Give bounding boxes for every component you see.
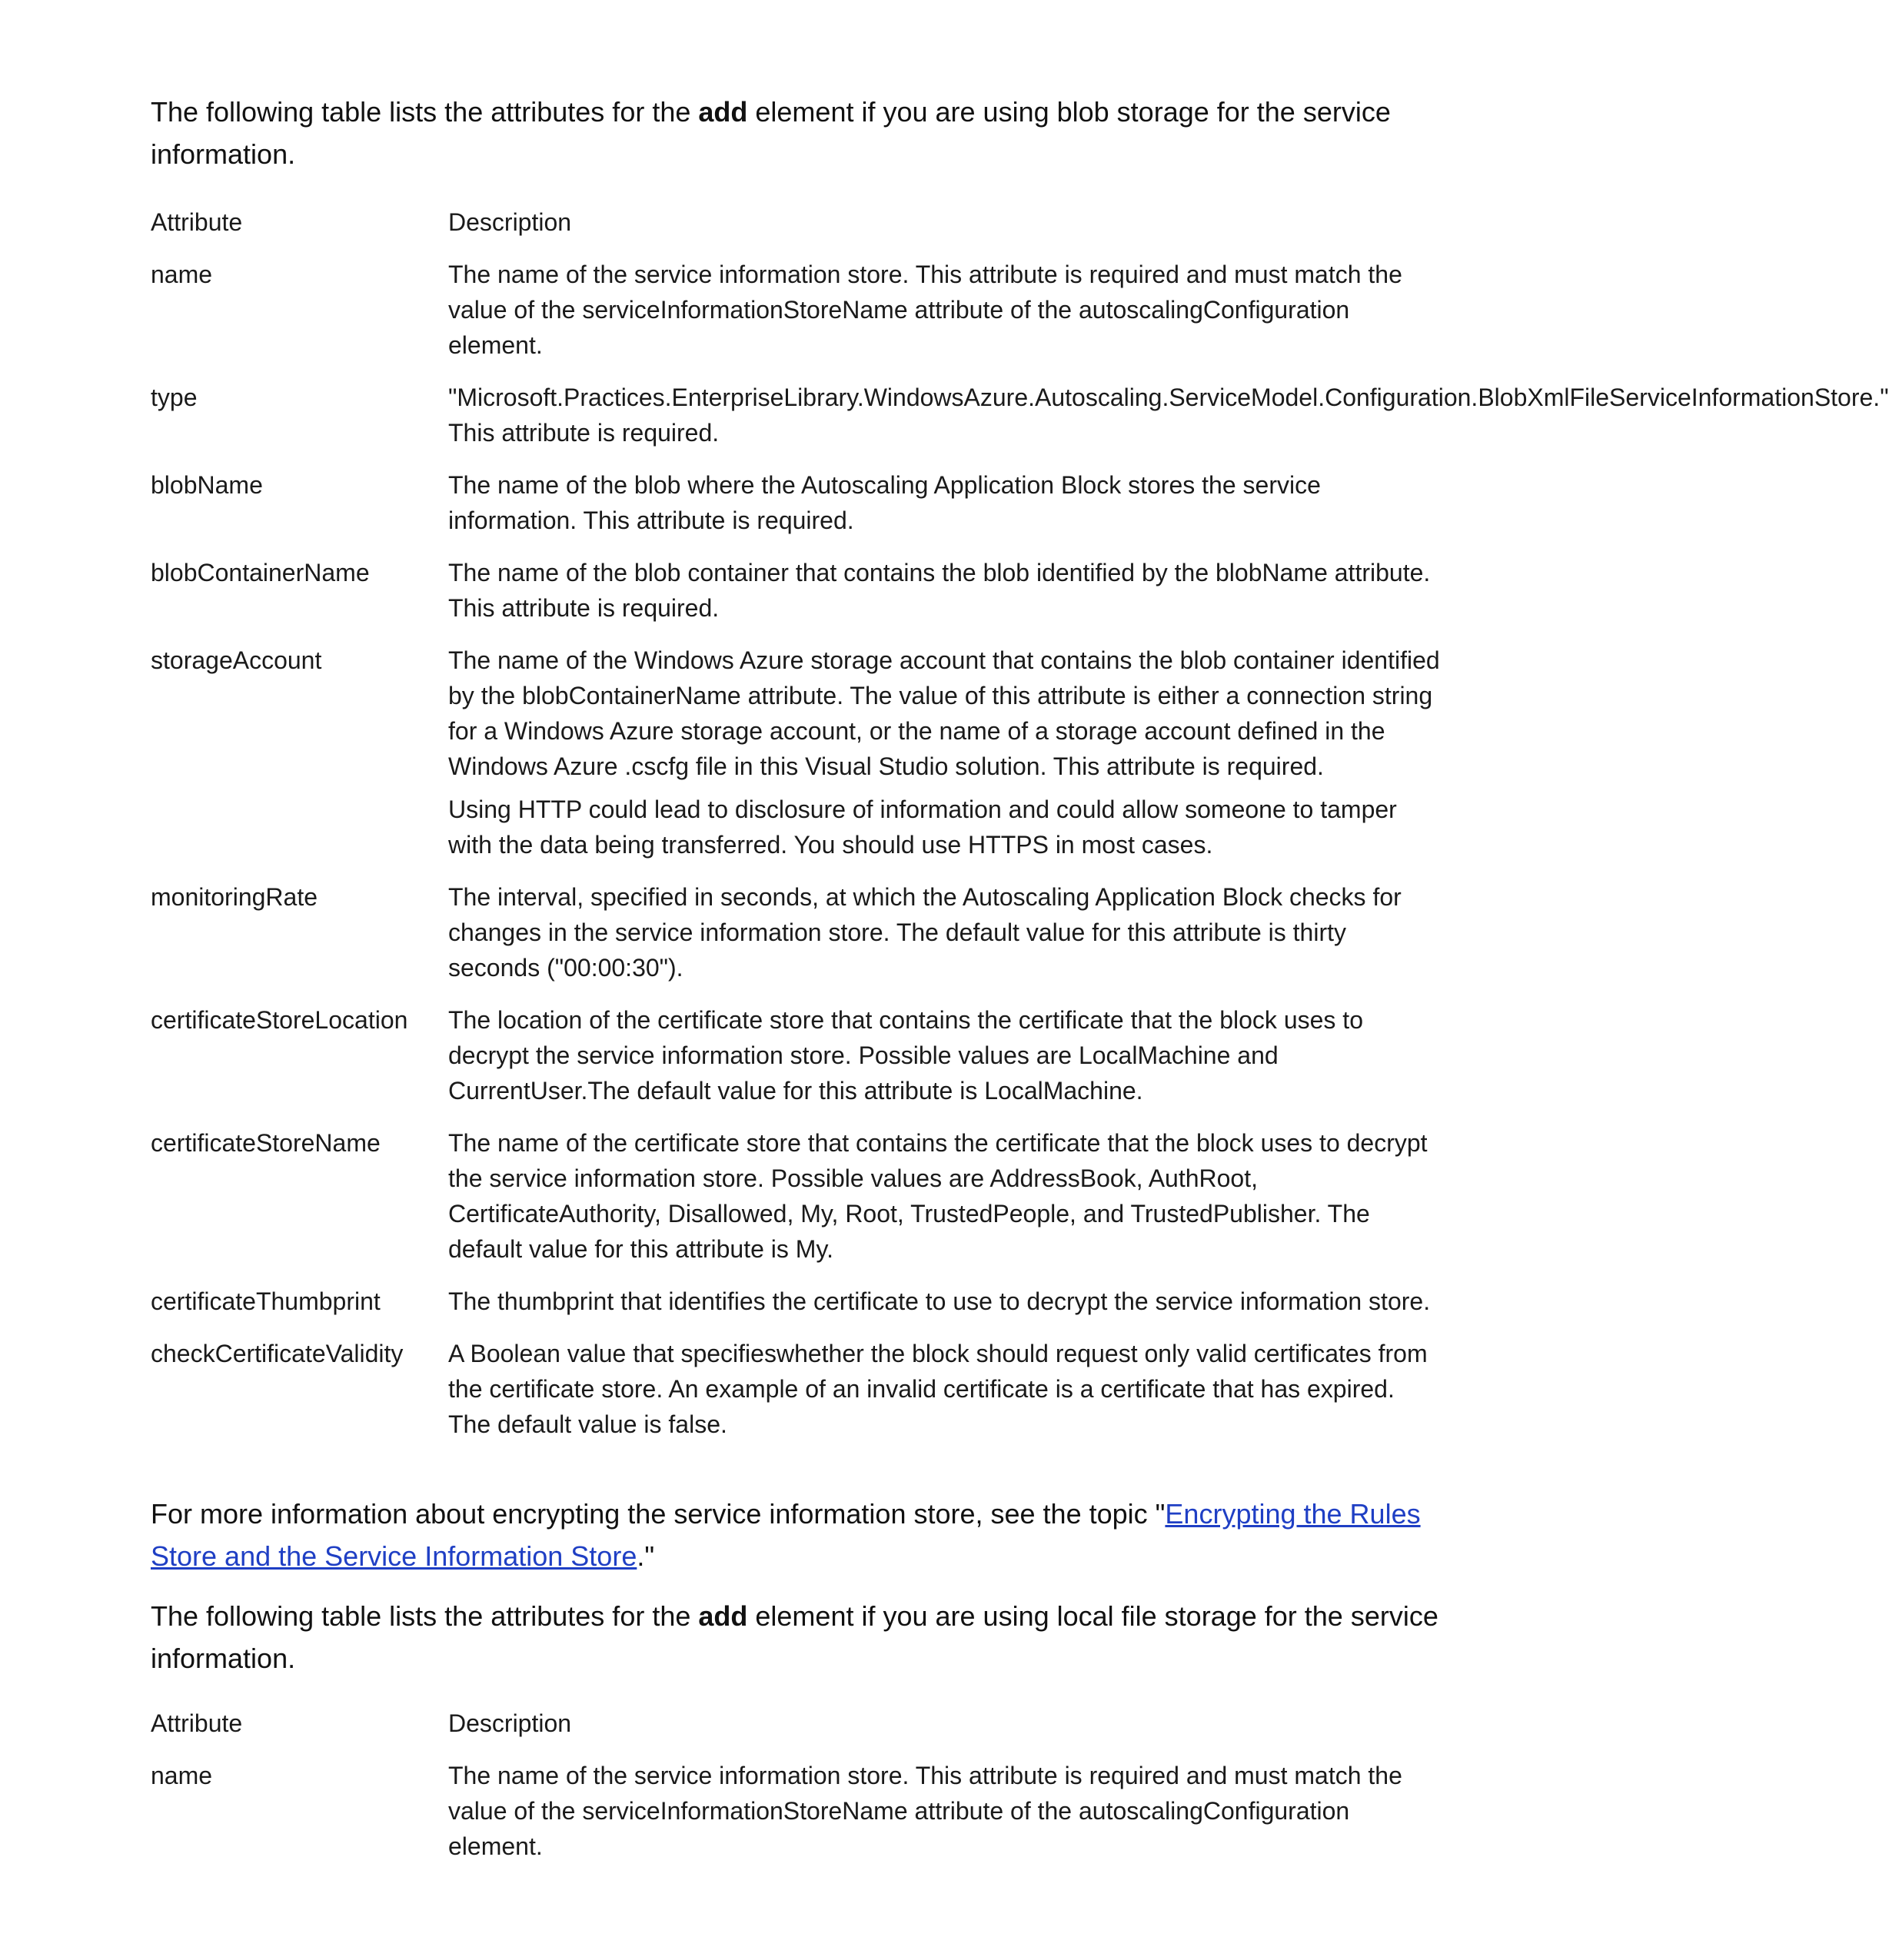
table-row xyxy=(151,467,1442,555)
attribute-description-cell xyxy=(448,879,1442,1002)
more-info-paragraph xyxy=(151,1493,1450,1577)
attribute-description-cell xyxy=(448,1336,1442,1459)
intro-text-after: element if you are using blob storage for the service information. xyxy=(151,96,1391,170)
table-header-row xyxy=(151,1706,1442,1758)
header-attribute: Attribute xyxy=(151,208,243,236)
description-paragraph: The name of the Windows Azure storage account that contains the blob container identified by the blobContainerName attribute. The value of this attribute is either a connection string for a Windows Azure storage account, or the name of a storage account defined in the Windows Azure .cscfg file in this Visual Studio solution. This attribute is required. xyxy=(448,646,1440,780)
table-row xyxy=(151,1125,1442,1284)
local-file-storage-attributes-table xyxy=(151,1706,1442,1881)
description-paragraph: "Microsoft.Practices.EnterpriseLibrary.WindowsAzure.Autoscaling.ServiceModel.Configuration.BlobXmlFileServiceInformationStore." This attribute is required. xyxy=(448,384,1889,447)
description-paragraph: The thumbprint that identifies the certificate to use to decrypt the service information store. xyxy=(448,1287,1431,1315)
more-info-text-before: For more information about encrypting the service information store, see the topic " xyxy=(151,1498,1166,1530)
table-row xyxy=(151,1002,1442,1125)
intro-paragraph-local-file xyxy=(151,1595,1450,1679)
attribute-name-cell: checkCertificateValidity xyxy=(151,1340,404,1367)
description-paragraph: The name of the blob container that contains the blob identified by the blobName attribute. This attribute is required. xyxy=(448,559,1431,622)
attribute-description-cell xyxy=(448,1284,1442,1336)
attribute-name-cell: type xyxy=(151,384,198,411)
table-row xyxy=(151,1284,1442,1336)
attribute-name-cell: certificateThumbprint xyxy=(151,1287,381,1315)
description-paragraph: The name of the blob where the Autoscaling Application Block stores the service information. This attribute is required. xyxy=(448,471,1321,534)
header-description: Description xyxy=(448,208,572,236)
description-paragraph: A Boolean value that specifieswhether the block should request only valid certificates from the certificate store. An example of an invalid certificate is a certificate that has expired. The default value is false. xyxy=(448,1340,1428,1438)
intro-bold-element-name: add xyxy=(698,96,748,128)
attribute-name-cell: storageAccount xyxy=(151,646,322,674)
attribute-name-cell: certificateStoreName xyxy=(151,1129,381,1157)
more-info-text-after: ." xyxy=(637,1540,655,1572)
table-row xyxy=(151,1336,1442,1459)
attribute-description-cell xyxy=(448,1125,1442,1284)
table-row xyxy=(151,879,1442,1002)
attribute-description-cell xyxy=(448,643,1442,879)
header-attribute: Attribute xyxy=(151,1709,243,1737)
attribute-description-cell xyxy=(448,380,1889,467)
attribute-description-cell xyxy=(448,1758,1442,1881)
attribute-description-cell xyxy=(448,257,1442,380)
attribute-name-cell: name xyxy=(151,261,213,288)
intro-paragraph-blob xyxy=(151,91,1450,175)
description-paragraph: The name of the service information store. This attribute is required and must match the value of the serviceInformationStoreName attribute of the autoscalingConfiguration element. xyxy=(448,1762,1402,1860)
intro-text-before: The following table lists the attributes for the xyxy=(151,96,699,128)
attribute-description-cell xyxy=(448,555,1442,643)
table-row xyxy=(151,257,1442,380)
intro-text-after: element if you are using local file storage for the service information. xyxy=(151,1600,1438,1674)
description-paragraph: The interval, specified in seconds, at which the Autoscaling Application Block checks for changes in the service information store. The default value for this attribute is thirty seconds ("00:00:30"). xyxy=(448,883,1402,982)
encrypting-topic-link[interactable]: Encrypting the Rules Store and the Service Information Store xyxy=(151,1498,1421,1572)
table-row xyxy=(151,380,1442,467)
table-row xyxy=(151,1758,1442,1881)
description-paragraph: The location of the certificate store that contains the certificate that the block uses to decrypt the service information store. Possible values are LocalMachine and CurrentUser.The default value for this attribute is LocalMachine. xyxy=(448,1006,1363,1105)
description-paragraph: The name of the service information store. This attribute is required and must match the value of the serviceInformationStoreName attribute of the autoscalingConfiguration element. xyxy=(448,261,1402,359)
attribute-description-cell xyxy=(448,1002,1442,1125)
attribute-name-cell: blobName xyxy=(151,471,263,499)
attribute-name-cell: certificateStoreLocation xyxy=(151,1006,408,1034)
attribute-name-cell: blobContainerName xyxy=(151,559,370,586)
intro-bold-element-name: add xyxy=(698,1600,748,1632)
table-row xyxy=(151,643,1442,879)
description-paragraph: Using HTTP could lead to disclosure of information and could allow someone to tamper with the data being transferred. You should use HTTPS in most cases. xyxy=(448,796,1397,859)
table-header-row xyxy=(151,204,1442,257)
attribute-name-cell: monitoringRate xyxy=(151,883,318,911)
description-paragraph: The name of the certificate store that contains the certificate that the block uses to decrypt the service information store. Possible values are AddressBook, AuthRoot, CertificateAuthority, Disallowed, My, Root, TrustedPeople, and TrustedPublisher. The default value for this attribute is My. xyxy=(448,1129,1428,1263)
table-row xyxy=(151,555,1442,643)
attribute-description-cell xyxy=(448,467,1442,555)
header-description: Description xyxy=(448,1709,572,1737)
blob-storage-attributes-table xyxy=(151,204,1889,1459)
intro-text-before: The following table lists the attributes for the xyxy=(151,1600,699,1632)
attribute-name-cell: name xyxy=(151,1762,213,1789)
